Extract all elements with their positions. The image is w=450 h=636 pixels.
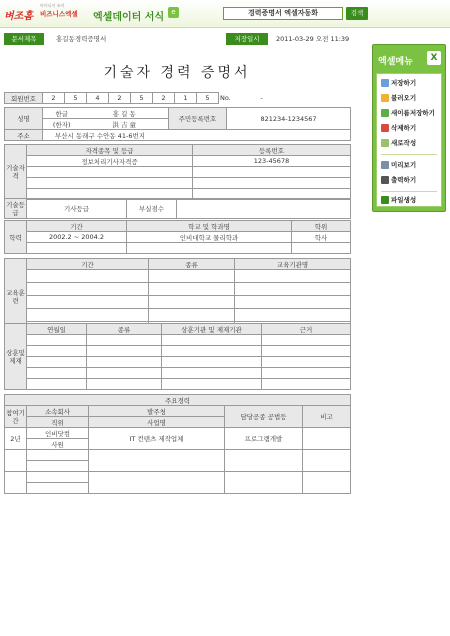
award-org [162,357,262,368]
save-icon [381,79,389,87]
menu-delete-button[interactable]: 삭제하기 [381,123,416,133]
member-number-table [4,92,371,104]
award-header-reason: 근거 [262,324,351,335]
excel-icon: X [427,51,441,65]
preview-icon [381,161,389,169]
excel-menu-panel [372,44,446,212]
education-degree: 학사 [292,232,351,243]
address-label: 주소 [5,130,43,141]
member-no-label: 회원번호 [5,93,43,104]
qualification-label: 기술자격 [5,145,27,200]
member-no-digit: 2 [43,93,65,104]
award-date [27,379,87,390]
resident-no-label: 주민등록번호 [169,108,227,130]
tech-grade-value: 기사등급 [27,199,127,219]
no-label: No. [220,94,231,102]
award-reason [262,357,351,368]
member-no-digit: 4 [87,93,109,104]
training-type [149,309,235,322]
document-info-bar [4,33,366,45]
training-org [235,296,351,309]
career-note [303,428,351,450]
award-date [27,368,87,379]
no-value: - [260,94,263,102]
training-header-period: 기간 [27,259,149,270]
career-position: 사원 [27,439,89,450]
qualification-type: 정보처리기사자격증 [27,156,193,167]
education-header-period: 기간 [27,221,127,232]
menu-divider [381,191,437,192]
name-korean-label: 한글 [43,108,81,119]
member-no-digit: 2 [153,93,175,104]
training-label: 교육훈련 [5,259,27,335]
qualification-header-reg: 등록번호 [193,145,351,156]
menu-save-as-button[interactable]: 새이름저장하기 [381,108,435,118]
award-header-type: 종류 [87,324,162,335]
excel-icon: e [168,7,179,18]
career-company: 인비닷컴 [27,428,89,439]
menu-divider [381,154,437,155]
award-org [162,368,262,379]
career-period [5,472,27,494]
award-label: 상훈및제재 [5,324,27,390]
menu-print-button[interactable]: 출력하기 [381,175,416,185]
career-company [27,450,89,461]
training-period [27,296,149,309]
department-label: 부실점수 [127,199,177,219]
career-period-label: 참여기간 [5,406,27,428]
career-project [89,472,225,494]
career-note [303,450,351,472]
tech-grade-table [4,198,351,219]
open-folder-icon [381,94,389,102]
career-project-label: 사업명 [89,417,225,428]
award-reason [262,346,351,357]
career-note-label: 비고 [303,406,351,428]
career-role: 프로그램개발 [225,428,303,450]
doc-name-value: 홍길동경력증명서 [56,35,107,43]
training-header-org: 교육기관명 [235,259,351,270]
award-reason [262,379,351,390]
award-header-date: 연월일 [27,324,87,335]
award-reason [262,335,351,346]
new-document-icon [381,139,389,147]
document-title: 기술자 경력 증명서 [103,65,251,81]
career-role [225,472,303,494]
career-company [27,472,89,483]
education-school [127,243,292,254]
qualification-header-type: 자격종목 및 등급 [27,145,193,156]
career-period [5,450,27,472]
search-input[interactable]: 경력증명서 엑셀자동화 [223,7,343,20]
education-period: 2002.2 ~ 2004.2 [27,232,127,243]
qualification-table [4,144,351,200]
award-type [87,346,162,357]
award-table [4,323,351,390]
award-org [162,335,262,346]
excel-menu-header [373,45,445,73]
training-type [149,270,235,283]
education-degree [292,243,351,254]
career-project [89,450,225,472]
personal-info-table [4,107,351,141]
save-as-icon [381,109,389,117]
education-label: 학력 [5,221,27,254]
award-reason [262,368,351,379]
member-no-digit: 1 [175,93,197,104]
menu-load-button[interactable]: 불러오기 [381,93,416,103]
career-position [27,483,89,494]
career-table [4,394,351,494]
career-title: 주요경력 [5,395,351,406]
top-banner [0,0,450,28]
doc-name-label: 문서제목 [4,33,44,45]
career-position [27,461,89,472]
name-hanja-label: (한자) [43,119,81,130]
qualification-reg-no [193,167,351,178]
career-note [303,472,351,494]
award-date [27,357,87,368]
partner-logo[interactable] [40,3,85,18]
name-hanja-value: 洪 吉 童 [81,119,169,130]
member-no-digit: 5 [65,93,87,104]
training-type [149,296,235,309]
brand-logo-text: 벼조홈 [4,11,33,22]
career-role [225,450,303,472]
education-table [4,220,351,254]
training-org [235,283,351,296]
career-project: IT 컨텐츠 제작업체 [89,428,225,450]
resident-no-value: 821234-1234567 [227,108,351,130]
file-create-icon [381,196,389,204]
member-no-digit: 5 [197,93,219,104]
award-type [87,335,162,346]
education-header-school: 학교 및 학과명 [127,221,292,232]
education-period [27,243,127,254]
award-type [87,357,162,368]
award-header-org: 상훈기관 및 제재기관 [162,324,262,335]
training-org [235,270,351,283]
award-date [27,335,87,346]
training-period [27,283,149,296]
award-type [87,379,162,390]
education-school: 인비대학교 물리학과 [127,232,292,243]
saved-time-value: 2011-03-29 오전 11:39 [276,35,350,43]
award-org [162,346,262,357]
training-header-type: 종류 [149,259,235,270]
career-period: 2년 [5,428,27,450]
menu-create-file-button[interactable]: 파일생성 [381,195,416,205]
career-role-label: 담당공종 공법등 [225,406,303,428]
menu-save-button[interactable]: 저장하기 [381,78,416,88]
printer-icon [381,176,389,184]
excel-menu-list [376,73,442,207]
delete-icon [381,124,389,132]
department-value [177,199,351,219]
search-button[interactable]: 검색 [346,7,368,20]
excel-menu-title: 엑셀메뉴 [378,57,413,67]
award-type [87,368,162,379]
partner-logo-subtext: 아이디어 조아 [40,3,65,8]
app-title: 엑셀데이터 서식 [93,12,165,23]
career-company-label: 소속회사 [27,406,89,417]
career-client-label: 발주청 [89,406,225,417]
education-header-degree: 학위 [292,221,351,232]
address-value: 부산시 동래구 수안동 41-6번지 [43,130,351,141]
brand-logo[interactable] [4,7,33,22]
menu-preview-button[interactable]: 미리보기 [381,160,416,170]
qualification-type [27,167,193,178]
training-org [235,309,351,322]
tech-grade-label: 기술등급 [6,200,25,217]
training-type [149,283,235,296]
award-date [27,346,87,357]
award-org [162,379,262,390]
training-period [27,270,149,283]
qualification-reg-no [193,178,351,189]
name-korean-value: 홍 길 동 [81,108,169,119]
partner-logo-text: 비즈니스엑셀 [40,10,78,18]
member-no-digit: 5 [131,93,153,104]
menu-new-button[interactable]: 새로작성 [381,138,416,148]
member-no-digit: 2 [109,93,131,104]
qualification-reg-no: 123-45678 [193,156,351,167]
training-period [27,309,149,322]
qualification-type [27,178,193,189]
name-label: 성명 [5,108,43,130]
saved-time-label: 저장일시 [226,33,268,45]
career-position-label: 직위 [27,417,89,428]
